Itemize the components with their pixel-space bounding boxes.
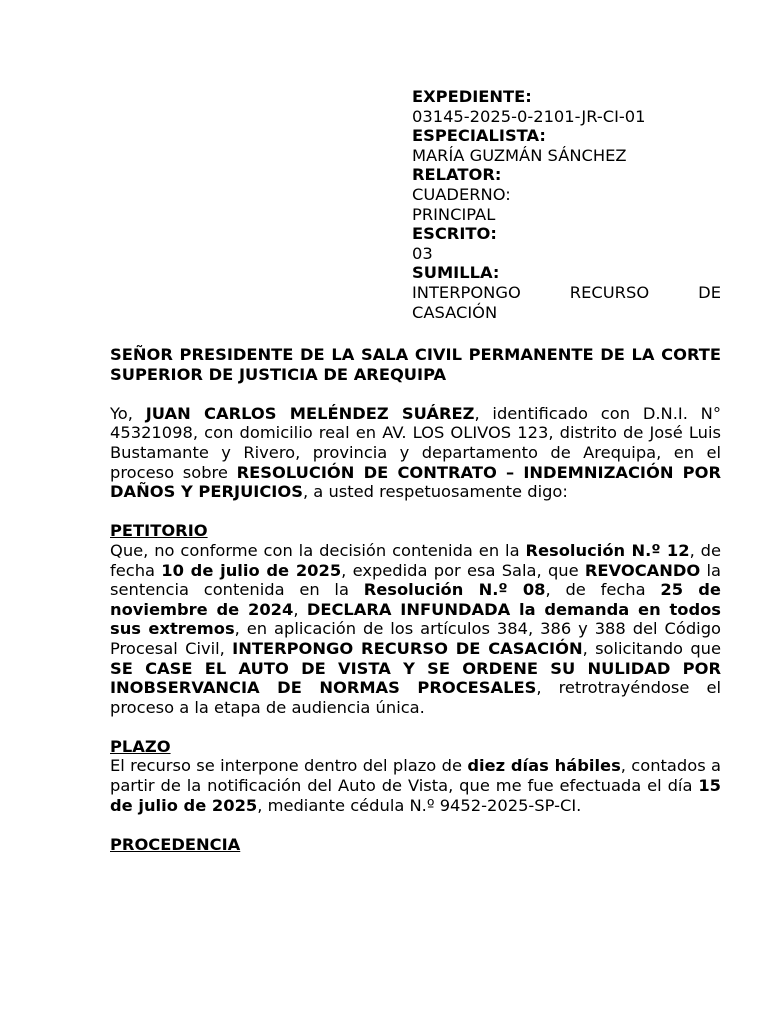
- intro-text: , identificado con D.N.I. N° 45321098, con domicilio real en AV. LOS OLIVOS 123, distrito de José Luis Bustamante y Rivero, provincia y departamento de Arequipa, en el proceso sobre: [110, 403, 721, 482]
- petitorio-text: , expedida por esa Sala, que: [341, 560, 585, 580]
- addressee: [110, 345, 721, 384]
- petitorio-bold: INTERPONGO RECURSO DE CASACIÓN: [232, 638, 583, 658]
- petitorio-bold: 10 de julio de 2025: [161, 560, 342, 580]
- petitorio-text: , de fecha: [110, 540, 721, 580]
- escrito-value: 03: [412, 243, 433, 263]
- petitorio-bold: 25 de noviembre de 2024: [110, 580, 721, 619]
- intro-text: Yo,: [110, 403, 146, 423]
- petitorio-text: , solicitando que: [582, 638, 721, 658]
- sumilla-label: SUMILLA:: [412, 263, 500, 283]
- plazo-bold: diez días hábiles: [467, 756, 621, 776]
- case-matter: RESOLUCIÓN DE CONTRATO – INDEMNIZACIÓN POR DAÑOS Y PERJUICIOS: [110, 462, 721, 502]
- expediente-label: EXPEDIENTE:: [412, 87, 532, 106]
- petitorio-bold: Resolución N.º 12: [525, 540, 690, 560]
- addressee-text: SEÑOR PRESIDENTE DE LA SALA CIVIL PERMANENTE DE LA CORTE SUPERIOR DE JUSTICIA DE AREQUIPA: [110, 345, 721, 384]
- petitorio-text: Que, no conforme con la decisión contenida en la: [110, 540, 526, 560]
- sumilla-line-2: CASACIÓN: [412, 302, 498, 322]
- petitorio-bold: SE CASE EL AUTO DE VISTA Y SE ORDENE SU NULIDAD POR INOBSERVANCIA DE NORMAS PROCESALES: [110, 658, 721, 698]
- plazo-text: , mediante cédula N.º 9452-2025-SP-CI.: [257, 795, 582, 815]
- petitorio-text: , retrotrayéndose el proceso a la etapa de audiencia única.: [110, 678, 722, 717]
- section-heading-procedencia: PROCEDENCIA: [110, 834, 241, 854]
- especialista-label: ESPECIALISTA:: [412, 126, 546, 146]
- petitorio-bold: Resolución N.º 08: [363, 580, 546, 600]
- section-heading-petitorio: PETITORIO: [110, 521, 208, 541]
- document-body: [110, 345, 721, 854]
- relator-label: RELATOR:: [412, 165, 502, 185]
- petitorio-text: la sentencia contenida en la: [110, 560, 722, 600]
- petitioner-name: JUAN CARLOS MELÉNDEZ SUÁREZ: [145, 403, 475, 423]
- cuaderno-value: PRINCIPAL: [412, 204, 496, 224]
- expediente-value: 03145-2025-0-2101-JR-CI-01: [412, 106, 646, 126]
- section-heading-plazo: PLAZO: [110, 736, 171, 756]
- plazo-bold: 15 de julio de 2025: [110, 776, 721, 815]
- especialista-value: MARÍA GUZMÁN SÁNCHEZ: [412, 145, 627, 165]
- plazo-text: , contados a partir de la notificación del Auto de Vista, que me fue efectuada el día: [110, 756, 721, 796]
- intro-paragraph: [110, 404, 721, 502]
- petitorio-text: ,: [293, 599, 307, 619]
- petitorio-text: , de fecha: [545, 580, 661, 600]
- case-header: [412, 87, 721, 322]
- plazo-paragraph: [110, 756, 721, 815]
- intro-text: , a usted respetuosamente digo:: [302, 482, 568, 502]
- petitorio-bold: DECLARA INFUNDADA la demanda en todos sus extremos: [110, 599, 721, 639]
- escrito-label: ESCRITO:: [412, 224, 497, 244]
- cuaderno-label: CUADERNO:: [412, 184, 511, 204]
- sumilla-line-1: INTERPONGO RECURSO DE: [412, 282, 721, 302]
- petitorio-text: , en aplicación de los artículos 384, 386 y 388 del Código Procesal Civil,: [110, 619, 721, 658]
- petitorio-bold: REVOCANDO: [584, 560, 701, 580]
- plazo-text: El recurso se interpone dentro del plazo de: [110, 756, 468, 776]
- petitorio-paragraph: [110, 541, 721, 717]
